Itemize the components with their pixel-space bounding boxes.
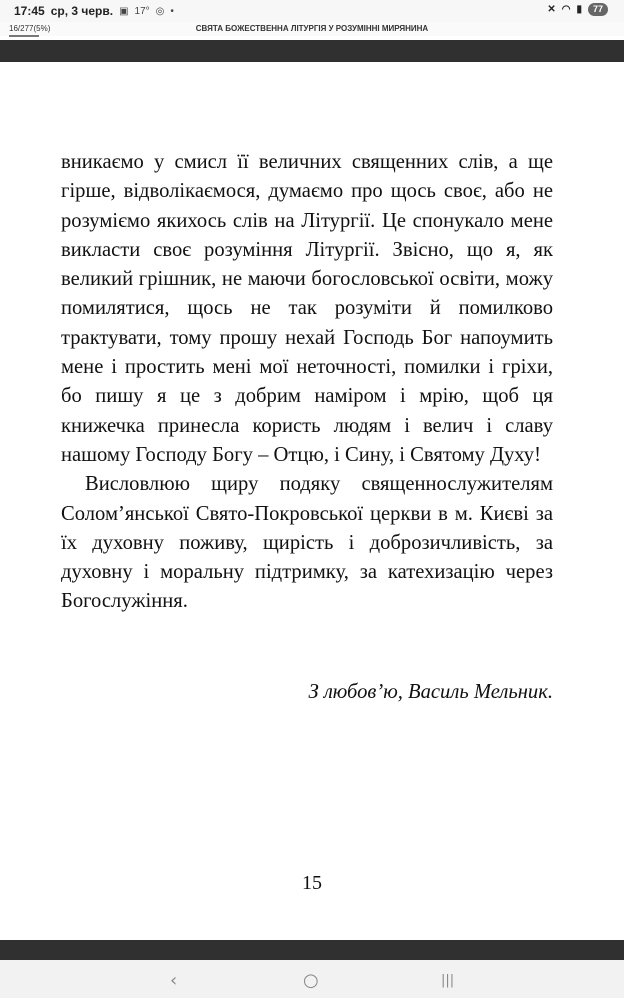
battery-indicator: 77 — [588, 3, 608, 16]
clock: 17:45 — [14, 4, 45, 18]
paragraph-2: Висловлюю щиру подяку священнослужителям Солом’янської Свято-Покровської церкви в м. Києві за їх духовну поживу, щирість і доброзичливість, за духовну і моральну підтримку, за катехизацію через Богослужіння. — [61, 473, 553, 613]
recents-icon[interactable]: ||| — [441, 973, 455, 988]
bottom-page-band[interactable] — [0, 940, 624, 960]
notification-dot-icon: • — [170, 5, 174, 17]
back-icon[interactable]: ‹ — [170, 970, 178, 991]
navigation-bar — [0, 960, 624, 998]
page-number: 15 — [302, 872, 322, 894]
top-page-band[interactable] — [0, 40, 624, 62]
mute-icon: ✕ — [547, 4, 556, 15]
status-bar — [0, 0, 624, 22]
temperature: 17° — [134, 5, 150, 17]
reader-header — [0, 22, 624, 36]
date: ср, 3 черв. — [50, 4, 114, 18]
signature: З любов’ю, Василь Мельник. — [308, 681, 553, 703]
screenshot-icon: ▣ — [119, 5, 129, 17]
wifi-icon: ◠ — [561, 4, 571, 15]
book-title: СВЯТА БОЖЕСТВЕННА ЛІТУРГІЯ У РОЗУМІННІ МИРЯНИНА — [195, 24, 429, 33]
paragraph-1: вникаємо у смисл її величних священних слів, а ще гірше, відволікаємося, думаємо про щось своє, або не розуміємо якихось слів на Літургії. Це спонукало мене викласти своє розуміння Літургії. Звісно, що я, як великий грішник, не маючи богословської освіти, можу помилятися, щось не так розуміти й помилково трактувати, тому прошу нехай Господь Бог напоумить мене і простить мені мої неточності, помилки і гріхи, бо пишу я це з добрим наміром і мрію, щоб ця книжечка принесла користь людям і велич і славу нашому Господу Богу – Отцю, і Сину, і Святому Духу! — [61, 151, 553, 466]
progress-bar — [9, 35, 39, 37]
reading-progress: 16/277(5%) — [9, 24, 51, 33]
signal-icon: ▮ — [576, 4, 582, 15]
viber-icon: ◎ — [155, 5, 165, 17]
home-icon[interactable]: ○ — [303, 970, 319, 991]
page-body — [61, 148, 553, 617]
